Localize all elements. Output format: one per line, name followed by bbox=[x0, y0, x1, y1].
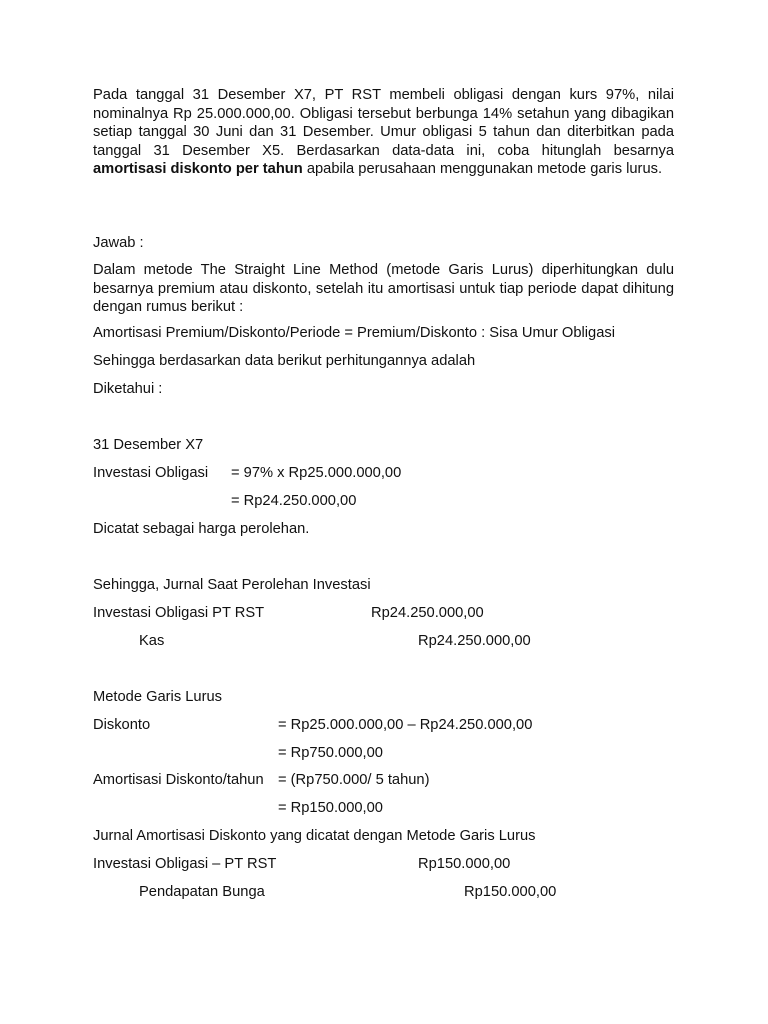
formula-line: Amortisasi Premium/Diskonto/Periode = Premium/Diskonto : Sisa Umur Obligasi bbox=[93, 325, 615, 341]
investasi-equation-1: = 97% x Rp25.000.000,00 bbox=[231, 465, 402, 481]
method-title: Metode Garis Lurus bbox=[93, 689, 222, 705]
answer-intro: Dalam metode The Straight Line Method (metode Garis Lurus) diperhitungkan dulu besarnya premium atau diskonto, setelah itu amortisasi untuk tiap periode dapat dihitung dengan rumus berikut : bbox=[93, 262, 674, 316]
investasi-label: Investasi Obligasi bbox=[93, 465, 209, 481]
calc-date: 31 Desember X7 bbox=[93, 437, 204, 453]
answer-heading: Jawab : bbox=[93, 235, 144, 251]
journal2-debit-amount: Rp150.000,00 bbox=[418, 856, 511, 872]
journal1-credit-amount: Rp24.250.000,00 bbox=[418, 633, 531, 649]
amortisasi-label: Amortisasi Diskonto/tahun bbox=[93, 772, 264, 788]
question-bold-phrase: amortisasi diskonto per tahun bbox=[93, 161, 303, 178]
journal1-title: Sehingga, Jurnal Saat Perolehan Investasi bbox=[93, 577, 371, 593]
journal1-debit-account: Investasi Obligasi PT RST bbox=[93, 605, 265, 621]
journal2-credit-amount: Rp150.000,00 bbox=[464, 884, 557, 900]
investasi-equation-2: = Rp24.250.000,00 bbox=[231, 493, 357, 509]
amortisasi-equation-1: = (Rp750.000/ 5 tahun) bbox=[278, 772, 430, 788]
sehingga-line: Sehingga berdasarkan data berikut perhitungannya adalah bbox=[93, 353, 476, 369]
diskonto-equation-2: = Rp750.000,00 bbox=[278, 745, 383, 761]
diskonto-label: Diskonto bbox=[93, 717, 151, 733]
diketahui-line: Diketahui : bbox=[93, 381, 163, 397]
question-paragraph bbox=[93, 86, 674, 179]
diskonto-equation-1: = Rp25.000.000,00 – Rp24.250.000,00 bbox=[278, 717, 533, 733]
journal1-credit-account: Kas bbox=[139, 633, 165, 649]
journal2-title: Jurnal Amortisasi Diskonto yang dicatat dengan Metode Garis Lurus bbox=[93, 828, 536, 844]
journal2-credit-account: Pendapatan Bunga bbox=[139, 884, 265, 900]
journal2-debit-account: Investasi Obligasi – PT RST bbox=[93, 856, 277, 872]
calc-note: Dicatat sebagai harga perolehan. bbox=[93, 521, 310, 537]
amortisasi-equation-2: = Rp150.000,00 bbox=[278, 800, 383, 816]
question-text-2: apabila perusahaan menggunakan metode garis lurus. bbox=[306, 161, 663, 178]
journal1-debit-amount: Rp24.250.000,00 bbox=[371, 605, 484, 621]
question-text-1: Pada tanggal 31 Desember X7, PT RST membeli obligasi dengan kurs 97%, nilai nominalnya Rp 25.000.000,00. Obligasi tersebut berbunga 14% setahun yang dibagikan setiap tanggal 30 Juni dan 31 Desember. Umur obligasi 5 tahun dan diterbitkan pada tanggal 31 Desember X5. Berdasarkan data-data ini, coba hitunglah besarnya bbox=[93, 87, 674, 159]
